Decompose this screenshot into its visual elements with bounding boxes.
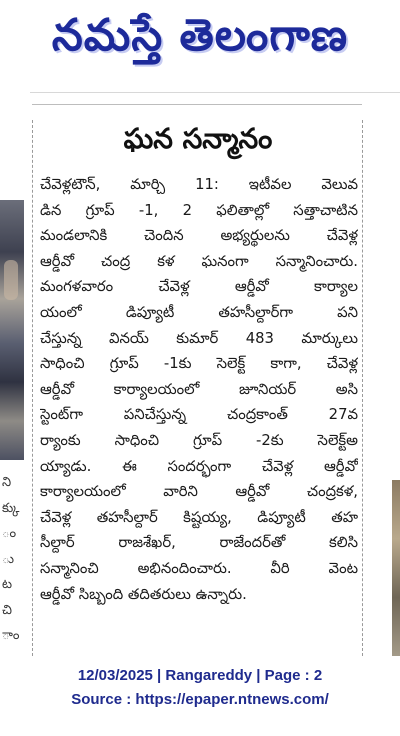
article-line: చేస్తున్న వినయ్ కుమార్ 483 మార్కులు — [40, 329, 358, 347]
adjacent-text-left — [2, 470, 22, 649]
fragment-line: చి — [2, 602, 12, 618]
fragment-line: ట — [2, 577, 13, 592]
fragment-line: ాం — [2, 628, 20, 643]
newspaper-logo: నమస్తే తెలంగాణ — [51, 10, 349, 61]
adjacent-column-right — [364, 92, 400, 656]
fragment-line: ం — [2, 526, 17, 541]
article-line: డిన గ్రూప్ -1, 2 ఫలితాల్లో సత్తాచాటిన — [40, 201, 358, 219]
column-divider-left — [32, 120, 33, 656]
masthead — [0, 0, 400, 93]
fragment-line: ు — [2, 551, 15, 567]
fragment-line: క్కు — [2, 500, 20, 516]
article-line: స్టెంట్‌గా పనిచేస్తున్న చంద్రకాంత్ 27వ — [40, 406, 358, 424]
article-line: మంగళవారం చేవెళ్ల ఆర్డీవో కార్యాల — [40, 278, 358, 296]
edition-info: 12/03/2025 | Rangareddy | Page : 2 — [77, 667, 323, 684]
article-line: సాధించి గ్రూప్ -1కు సెలెక్ట్ కాగా, చేవెళ్ల — [40, 355, 358, 373]
article-line: ర్యాంకు సాధించి గ్రూప్ -2కు సెలెక్ట్‌అ — [40, 431, 358, 449]
source-link[interactable]: Source : https://epaper.ntnews.com/ — [71, 691, 329, 708]
article-line: చేవెళ్ల తహసీల్దార్ కిష్టయ్య, డిప్యూటీ తహ — [40, 508, 358, 526]
article-headline: ఘన సన్మానం — [123, 122, 273, 155]
article-line: ఆర్డీవో చంద్ర కళ ఘనంగా సన్మానించారు. — [40, 252, 358, 270]
article-line: మండలానికి చెందిన అభ్యర్థులను చేవెళ్ల — [40, 227, 358, 245]
column-divider-right — [362, 120, 363, 656]
article-line: ఆర్డీవో కార్యాలయంలో జూనియర్ అసి — [40, 380, 358, 398]
fragment-line: ని — [2, 475, 12, 490]
article-line: యంలో డిప్యూటీ తహసీల్దార్‌గా పని — [40, 303, 358, 321]
article-line: య్యాడు. ఈ సందర్భంగా చేవెళ్ల ఆర్డీవో — [40, 457, 358, 475]
article-body — [40, 172, 358, 644]
article-line: సీల్దార్ రాజశేఖర్, రాజేందర్‌తో కలిసి — [40, 534, 358, 552]
adjacent-column-left — [0, 92, 30, 656]
article-line: సన్మానించి అభినందించారు. వీరి వెంట — [40, 559, 358, 577]
article-line: కార్యాలయంలో వారిని ఆర్డీవో చంద్రకళ, — [40, 483, 358, 501]
adjacent-photo-left — [0, 200, 24, 460]
adjacent-photo-right — [392, 480, 400, 656]
article-line: ఆర్డీవో సిబ్బంది తదితరులు ఉన్నారు. — [40, 585, 247, 603]
article-line: చేవెళ్లటౌన్, మార్చి 11: ఇటీవల వెలువ — [40, 176, 358, 193]
top-divider — [32, 104, 362, 105]
page-footer — [0, 664, 400, 724]
